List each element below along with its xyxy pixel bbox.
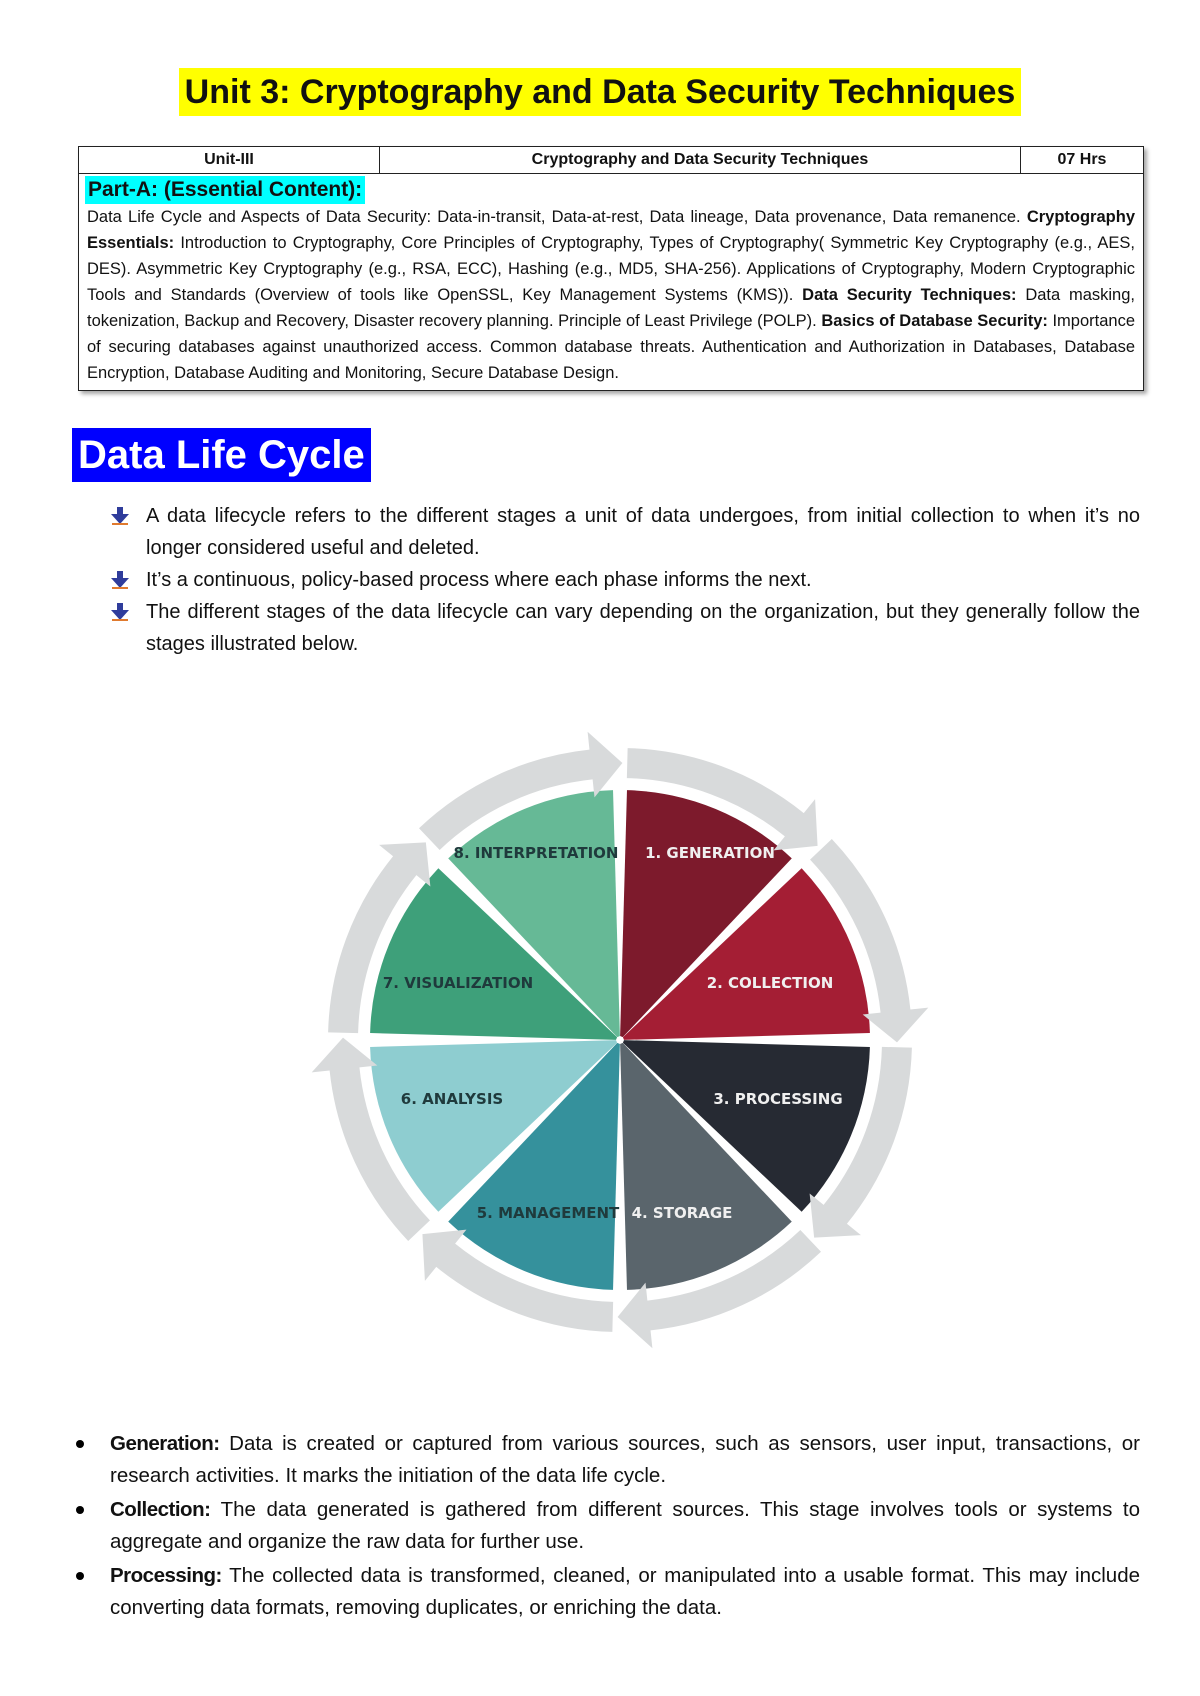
stage-label: 4. STORAGE xyxy=(631,1204,733,1222)
syllabus-topic-heading: Cryptography Essentials: xyxy=(87,208,1135,252)
section-heading: Data Life Cycle xyxy=(72,428,371,482)
stage-label: 6. ANALYSIS xyxy=(400,1090,504,1108)
page-title: Unit 3: Cryptography and Data Security Techniques xyxy=(179,68,1022,116)
unit-table-header xyxy=(79,147,1143,174)
bullet-dot-icon xyxy=(76,1572,84,1580)
down-arrow-bullet-icon xyxy=(110,570,130,590)
stage-label: 8. INTERPRETATION xyxy=(453,844,619,862)
intro-bullet-text: It’s a continuous, policy-based process where each phase informs the next. xyxy=(146,569,812,591)
bullet-dot-icon xyxy=(76,1506,84,1514)
unit-table xyxy=(78,146,1144,391)
syllabus-topic-heading: Data Security Techniques: xyxy=(802,286,1017,304)
stage-description: The collected data is transformed, cleaned, or manipulated into a usable format. This may include converting data formats, removing duplicates, or enriching the data. xyxy=(110,1564,1140,1619)
stage-term: Collection: xyxy=(110,1498,211,1521)
stage-label: 7. VISUALIZATION xyxy=(382,974,534,992)
down-arrow-bullet-icon xyxy=(110,506,130,526)
stage-label: 3. PROCESSING xyxy=(713,1090,843,1108)
list-item xyxy=(108,596,1140,660)
stage-label: 1. GENERATION xyxy=(645,844,775,862)
list-item xyxy=(72,1560,1140,1624)
list-item xyxy=(72,1494,1140,1558)
stage-description: Data is created or captured from various sources, such as sensors, user input, transactions, or research activities. It marks the initiation of the data life cycle. xyxy=(110,1432,1140,1487)
down-arrow-bullet-icon xyxy=(110,602,130,622)
unit-number-cell: Unit-III xyxy=(79,147,380,173)
title-wrap xyxy=(0,68,1200,116)
syllabus-text-segment: Data Life Cycle and Aspects of Data Security: Data-in-transit, Data-at-rest, Data lineage, Data provenance, Data remanence. xyxy=(87,208,1027,226)
list-item xyxy=(108,564,1140,596)
intro-bullet-text: The different stages of the data lifecycle can vary depending on the organization, but they generally follow the stages illustrated below. xyxy=(146,601,1140,655)
unit-syllabus-text xyxy=(87,204,1135,386)
syllabus-text-segment: Data masking, tokenization, Backup and Recovery, Disaster recovery planning. Principle of Least Privilege (POLP). xyxy=(87,286,1135,330)
unit-table-body xyxy=(79,174,1143,390)
syllabus-text-segment: Importance of securing databases against unauthorized access. Common database threats. Authentication and Authorization in Databases, Database Encryption, Database Auditing and Monitoring, Secure Database Design. xyxy=(87,312,1136,382)
stage-label: 2. COLLECTION xyxy=(706,974,834,992)
syllabus-topic-heading: Basics of Database Security: xyxy=(821,312,1048,330)
intro-bullet-list xyxy=(108,500,1140,660)
stage-bullet-list xyxy=(72,1428,1140,1626)
stage-label: 5. MANAGEMENT xyxy=(476,1204,620,1222)
part-a-label: Part-A: (Essential Content): xyxy=(85,176,365,204)
list-item xyxy=(72,1428,1140,1492)
unit-hours-cell: 07 Hrs xyxy=(1057,151,1107,168)
syllabus-text-segment: Introduction to Cryptography, Core Principles of Cryptography, Types of Cryptography( Symmetric Key Cryptography (e.g., AES, DES). Asymmetric Key Cryptography (e.g., RSA, ECC), Hashing (e.g., MD5, SHA-256). Applications of Cryptography, Modern Cryptographic Tools and Standards (Overview of tools like OpenSSL, Key Management Systems (KMS)). xyxy=(87,234,1135,304)
stage-description: The data generated is gathered from different sources. This stage involves tools or systems to aggregate and organize the raw data for further use. xyxy=(110,1498,1140,1553)
bullet-dot-icon xyxy=(76,1440,84,1448)
data-lifecycle-diagram xyxy=(280,700,960,1380)
unit-title-cell: Cryptography and Data Security Techniques xyxy=(380,147,1021,173)
list-item xyxy=(108,500,1140,564)
intro-bullet-text: A data lifecycle refers to the different stages a unit of data undergoes, from initial collection to when it’s no longer considered useful and deleted. xyxy=(146,505,1140,559)
stage-term: Generation: xyxy=(110,1432,220,1455)
stage-term: Processing: xyxy=(110,1564,222,1587)
